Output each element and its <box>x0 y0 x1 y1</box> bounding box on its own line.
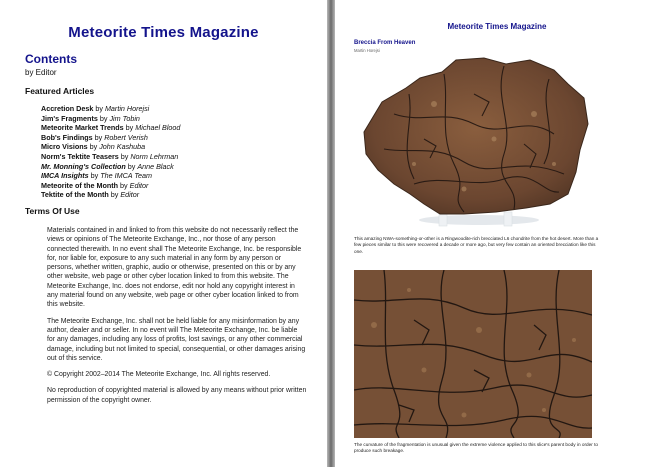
terms-paragraph: The Meteorite Exchange, Inc. shall not be held liable for any misinformation by any author, dealer and or seller. In no event will The Meteorite Exchange, Inc. be liable for any damages, including any loss of profits, lost savings, or any other commercial damage, including but not limited to special, consequential, or other damages arising out of this service. <box>47 317 306 362</box>
article-author: Martin Horejsi <box>354 48 380 53</box>
photo-caption: This amazing NWA-something-or-other is a Ringwoodite-rich brecciated L6 chondrite from the hot desert. More than a few pieces similar to this were recovered a decade or more ago, but very few contain an oriented brecciation like this one. <box>354 236 599 254</box>
photo-caption: The curvature of the fragmentation is unusual given the extreme violence applied to this slice's parent body in order to produce such breakage. <box>354 442 599 454</box>
featured-articles-heading: Featured Articles <box>25 86 95 96</box>
terms-heading: Terms Of Use <box>25 206 80 216</box>
magazine-title: Meteorite Times Magazine <box>68 24 259 41</box>
article-item[interactable]: Jim's Fragments by Jim Tobin <box>41 113 140 123</box>
right-page <box>335 0 659 467</box>
meteorite-closeup-photo <box>354 270 592 438</box>
article-item[interactable]: Mr. Monning's Collection by Anne Black <box>41 161 174 171</box>
article-item[interactable]: Micro Visions by John Kashuba <box>41 142 146 152</box>
article-title: Breccia From Heaven <box>354 40 416 46</box>
book-spine <box>327 0 335 467</box>
article-item[interactable]: Meteorite Market Trends by Michael Blood <box>41 123 181 133</box>
article-item[interactable]: Meteorite of the Month by Editor <box>41 180 149 190</box>
article-item[interactable]: IMCA Insights by The IMCA Team <box>41 171 153 181</box>
terms-text <box>47 226 307 412</box>
magazine-title-header: Meteorite Times Magazine <box>447 22 547 31</box>
left-page <box>0 0 327 467</box>
article-item[interactable]: Accretion Desk by Martin Horejsi <box>41 104 150 113</box>
article-list <box>41 104 180 200</box>
meteorite-slice-photo <box>354 54 592 232</box>
article-item[interactable]: Tektite of the Month by Editor <box>41 190 140 200</box>
terms-paragraph: Materials contained in and linked to from this website do not necessarily reflect the views or opinions of The Meteorite Exchange, Inc., nor those of any person connected therewith. In no event shall The Meteorite Exchange, Inc. be responsible for, nor liable for, exposure to any such material in any form by any person or persons, whether written, graphic, audio or otherwise, presented on this or by any other website, web page or other cyber location linked to from this website. The Meteorite Exchange, Inc. does not endorse, edit nor hold any copyright interest in any material found on any website, web page or other cyber location linked to from this website. <box>47 227 302 309</box>
copyright-notice: © Copyright 2002–2014 The Meteorite Exchange, Inc. All rights reserved. <box>47 371 271 379</box>
article-item[interactable]: Norm's Tektite Teasers by Norm Lehrman <box>41 151 179 161</box>
article-item[interactable]: Bob's Findings by Robert Verish <box>41 132 148 142</box>
terms-paragraph: No reproduction of copyrighted material is allowed by any means without prior written permission of the copyright owner. <box>47 387 307 404</box>
byline: by Editor <box>25 68 57 77</box>
contents-heading: Contents <box>25 52 77 66</box>
